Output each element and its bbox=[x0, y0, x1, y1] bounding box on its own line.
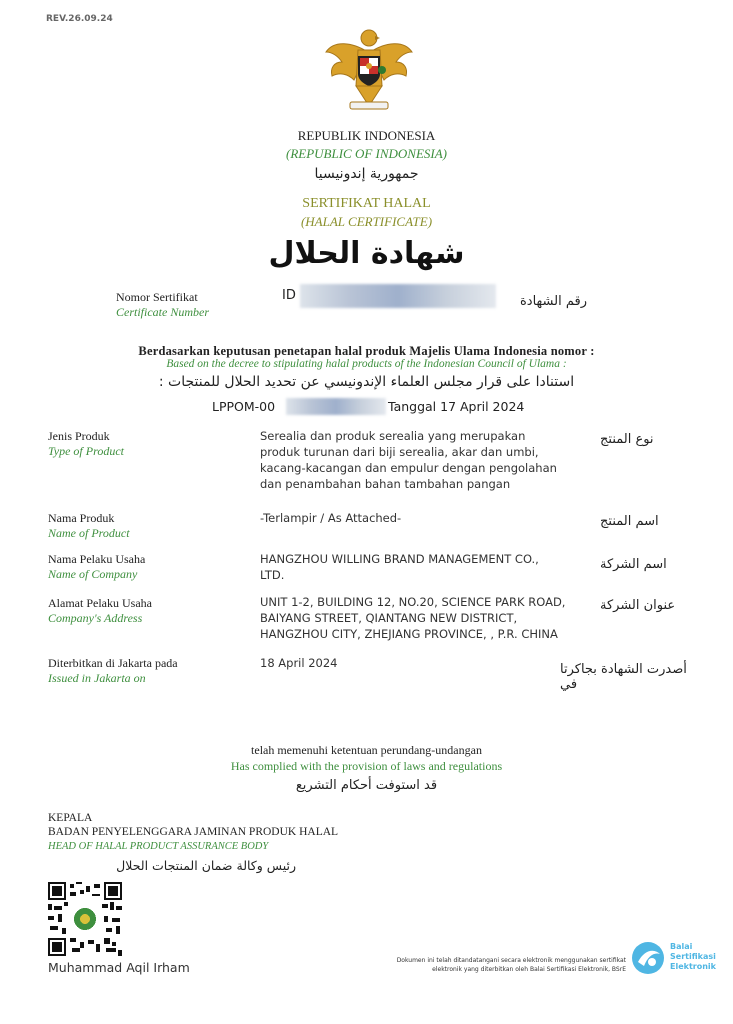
certificate-number-label bbox=[116, 290, 209, 320]
redacted-decree-number bbox=[286, 398, 386, 415]
bsre-logo-icon bbox=[630, 940, 666, 976]
bsre-text-3: Elektronik bbox=[670, 962, 716, 971]
garuda-emblem-icon bbox=[322, 22, 416, 118]
certificate-title-ar: شهادة الحلال bbox=[268, 236, 465, 271]
field-label-ar-product-type: نوع المنتج bbox=[600, 432, 654, 447]
field-label-id: Nama Pelaku Usaha bbox=[48, 552, 146, 566]
field-label-id: Jenis Produk bbox=[48, 429, 110, 443]
field-label-ar-company-name: اسم الشركة bbox=[600, 557, 667, 572]
e-signature-note bbox=[366, 956, 626, 974]
field-label-id: Alamat Pelaku Usaha bbox=[48, 596, 152, 610]
field-label-en: Name of Company bbox=[48, 567, 138, 581]
field-label-en: Type of Product bbox=[48, 444, 124, 458]
field-label-en: Name of Product bbox=[48, 526, 130, 540]
field-value-company-name: HANGZHOU WILLING BRAND MANAGEMENT CO., LTD. bbox=[260, 552, 539, 582]
signatory-name: Muhammad Aqil Irham bbox=[48, 960, 190, 975]
field-label-ar-product-name: اسم المنتج bbox=[600, 514, 659, 529]
compliance-text-ar: قد استوفت أحكام التشريع bbox=[295, 778, 438, 793]
decree-text-en: Based on the decree to stipulating halal products of the Indonesian Council of Ulama : bbox=[166, 358, 567, 370]
decree-text-ar: استنادا على قرار مجلس العلماء الإندونيسي عن تحديد الحلال للمنتجات : bbox=[158, 374, 575, 390]
e-signature-note-line-1: Dokumen ini telah ditandatangani secara elektronik menggunakan sertifikat bbox=[396, 957, 626, 964]
field-value-issued-date: 18 April 2024 bbox=[260, 656, 338, 670]
certificate-title-en: (HALAL CERTIFICATE) bbox=[300, 214, 433, 229]
certificate-number-value: ID bbox=[282, 288, 296, 303]
country-name-id: REPUBLIK INDONESIA bbox=[297, 128, 436, 143]
signatory-title-en: HEAD OF HALAL PRODUCT ASSURANCE BODY bbox=[48, 841, 269, 852]
signatory-title-ar: رئيس وكالة ضمان المنتجات الحلال bbox=[116, 858, 296, 873]
bsre-text-1: Balai bbox=[670, 942, 693, 951]
country-name-en: (REPUBLIC OF INDONESIA) bbox=[285, 146, 448, 161]
redacted-certificate-number bbox=[300, 284, 496, 308]
signatory-title-2: BADAN PENYELENGGARA JAMINAN PRODUK HALAL bbox=[48, 826, 339, 838]
field-label-product-name bbox=[48, 511, 130, 541]
certificate-number-label-en: Certificate Number bbox=[116, 305, 209, 319]
field-value-product-name: -Terlampir / As Attached- bbox=[260, 511, 402, 525]
field-label-en: Issued in Jakarta on bbox=[48, 671, 146, 685]
field-value-product-type: Serealia dan produk serealia yang merupakan produk turunan dari biji serealia, akar dan umbi, kacang-kacangan dan empulur dengan pengolahan dan penambahan bahan tambahan pangan bbox=[260, 429, 557, 491]
bsre-logo-text bbox=[670, 942, 716, 972]
field-label-id: Diterbitkan di Jakarta pada bbox=[48, 656, 178, 670]
qr-code-icon bbox=[48, 882, 122, 956]
field-label-company-address bbox=[48, 596, 152, 626]
compliance-text-id: telah memenuhi ketentuan perundang-undangan bbox=[251, 743, 482, 757]
field-label-company-name bbox=[48, 552, 145, 582]
signatory-title-1: KEPALA bbox=[48, 812, 93, 824]
e-signature-note-line-2: elektronik yang diterbitkan oleh Balai Sertifikasi Elektronik, BSrE bbox=[432, 966, 626, 973]
field-label-id: Nama Produk bbox=[48, 511, 115, 525]
revision-code: REV.26.09.24 bbox=[46, 14, 113, 24]
field-label-en: Company's Address bbox=[48, 611, 143, 625]
decree-date: Tanggal 17 April 2024 bbox=[388, 399, 525, 414]
field-value-company-address: UNIT 1-2, BUILDING 12, NO.20, SCIENCE PARK ROAD, BAIYANG STREET, QIANTANG NEW DISTRICT, HANGZHOU CITY, ZHEJIANG PROVINCE, , P.R. CHINA bbox=[260, 595, 566, 641]
field-label-product-type bbox=[48, 429, 124, 459]
certificate-number-label-ar: رقم الشهادة bbox=[520, 294, 587, 309]
country-name-ar: جمهورية إندونيسيا bbox=[314, 166, 419, 182]
field-label-ar-issued: أصدرت الشهادة بجاكرتا في bbox=[560, 662, 687, 692]
certificate-title-id: SERTIFIKAT HALAL bbox=[302, 196, 431, 211]
decree-number: LPPOM-00 bbox=[212, 399, 276, 414]
decree-text-id: Berdasarkan keputusan penetapan halal produk Majelis Ulama Indonesia nomor : bbox=[138, 344, 595, 358]
field-label-issued bbox=[48, 656, 178, 686]
field-label-ar-company-address: عنوان الشركة bbox=[600, 598, 676, 613]
compliance-text-en: Has complied with the provision of laws and regulations bbox=[230, 759, 503, 773]
certificate-number-label-id: Nomor Sertifikat bbox=[116, 290, 198, 304]
bsre-text-2: Sertifikasi bbox=[670, 952, 716, 961]
